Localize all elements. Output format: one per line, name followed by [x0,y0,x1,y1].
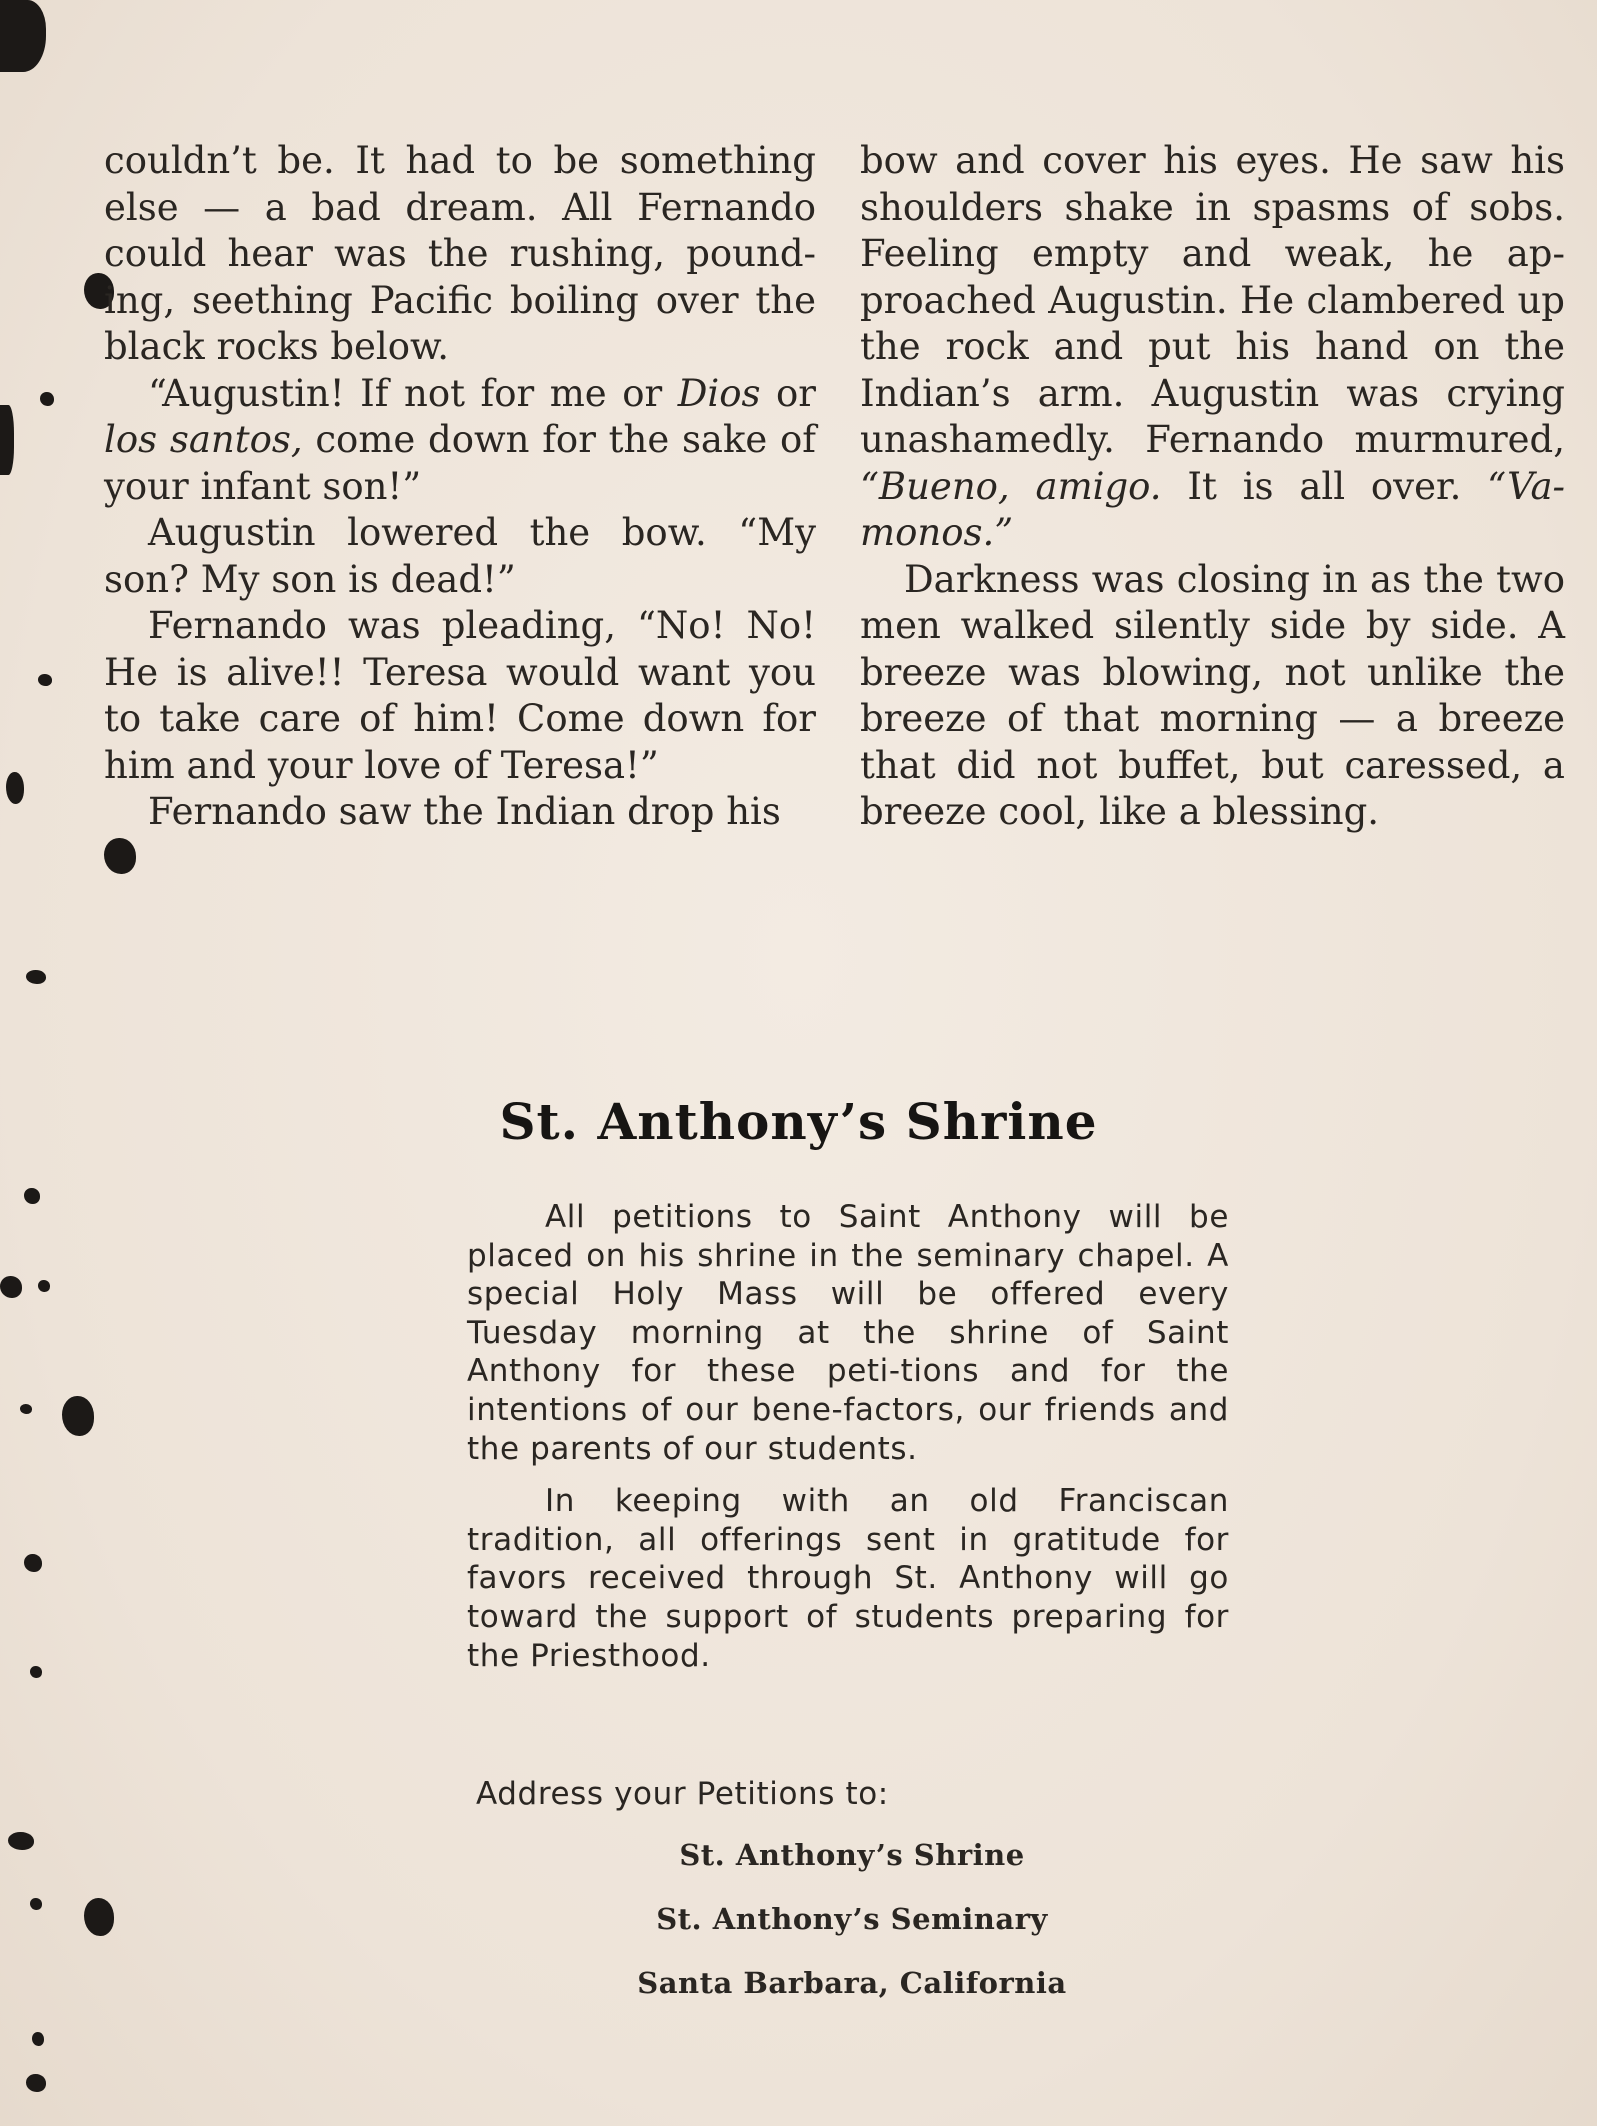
binder-hole [30,1666,42,1678]
italic-text: los santos, [104,418,303,461]
binder-hole [20,1404,32,1414]
text-run: come down for the sake of your infant son!” [104,418,817,508]
italic-text: “Bueno, amigo. [860,464,1162,508]
story-paragraph [860,138,1565,557]
binder-hole [26,2074,46,2092]
story-right-column [860,138,1565,836]
binder-hole [0,405,14,475]
story-paragraph: Darkness was closing in as the two men walked silently side by side. A breeze was blowing, not unlike the breeze of that morning — a breeze that did not buffet, but caressed, a breeze cool, like a blessing. [860,557,1565,833]
text-run: It is all over. [1161,464,1488,508]
story-paragraph: Fernando was pleading, “No! No! He is alive!! Teresa would want you to take care of him! Come down for him and your love of Teresa!” [104,604,816,787]
binder-hole [24,1554,42,1572]
binder-hole [0,0,46,72]
binder-hole [104,838,136,874]
italic-text: Dios [677,371,761,415]
text-run: “Augustin! If not for me or [148,371,678,415]
binder-hole [32,2032,44,2046]
binder-hole [62,1396,94,1436]
story-paragraph: Augustin lowered the bow. “My son? My son is dead!” [104,511,816,601]
shrine-paragraph: In keeping with an old Franciscan tradition, all offerings sent in gratitude for favors received through St. Anthony will go toward the support of students preparing for the Priesthood. [467,1483,1229,1674]
binder-hole [6,772,24,804]
shrine-paragraph: All petitions to Saint Anthony will be placed on his shrine in the seminary chapel. A special Holy Mass will be offered every Tuesday morning at the shrine of Saint Anthony for these peti-tions and for the intentions of our bene-factors, our friends and the parents of our students. [467,1199,1229,1467]
address-intro: Address your Petitions to: [476,1776,889,1812]
binder-hole [38,1280,50,1292]
text-run: or [760,371,816,415]
story-left-column [104,138,816,836]
binder-hole [0,1276,22,1298]
story-paragraph [104,371,816,511]
binder-hole [40,392,54,406]
binder-hole [26,970,46,984]
address-line-city: Santa Barbara, California [637,1966,1067,2000]
binder-hole [24,1188,40,1204]
text-run: bow and cover his eyes. He saw his shoulders shake in spasms of sobs. Feeling empty and weak, he ap-proached Augustin. He clambered up the rock and put his hand on the Indian’s arm. Augustin was crying unashamedly. Fernando murmured, [860,139,1565,461]
italic-text: “Va-monos.” [860,464,1566,554]
address-line-seminary: St. Anthony’s Seminary [656,1902,1048,1936]
binder-hole [38,674,52,686]
address-line-shrine: St. Anthony’s Shrine [679,1838,1025,1872]
shrine-notice-body [467,1198,1229,1689]
shrine-heading: St. Anthony’s Shrine [499,1092,1098,1151]
story-paragraph: couldn’t be. It had to be something else — a bad dream. All Fernando could hear was the rushing, pound-ing, seething Pacific boiling over the black rocks below. [104,139,816,368]
story-paragraph: Fernando saw the Indian drop his [148,790,781,833]
